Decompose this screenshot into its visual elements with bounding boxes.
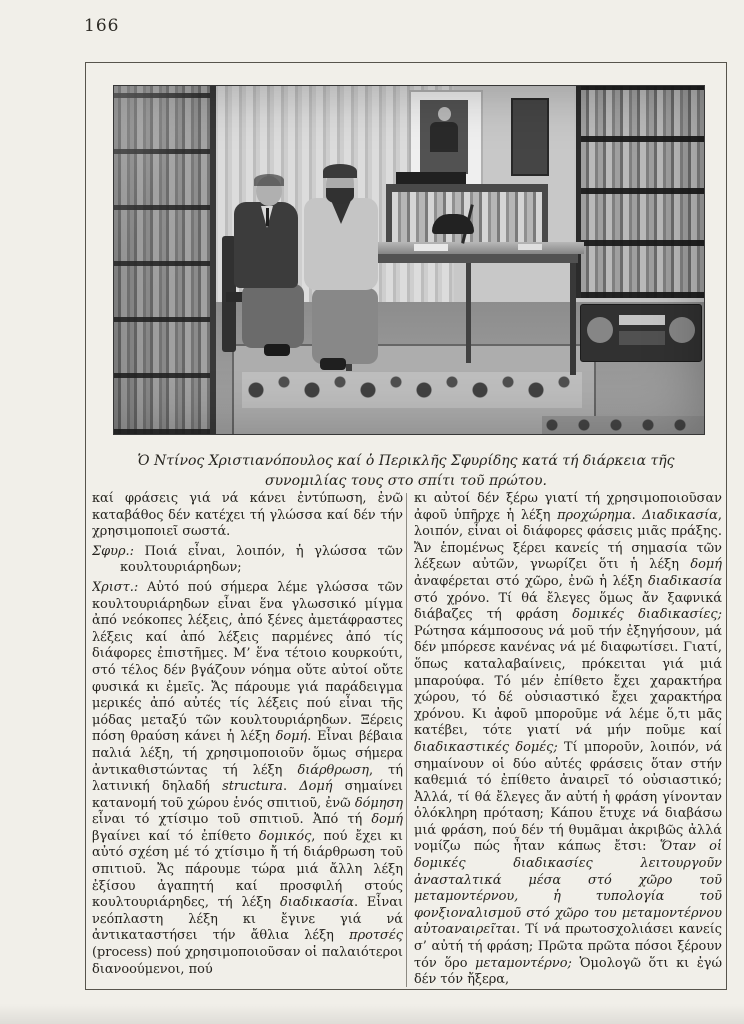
article-text [86,491,726,987]
photo-vignette [114,86,704,434]
paragraph: κι αὐτοί δέν ξέρω γιατί τή χρησιμοποιοῦσαν ἀφοῦ ὑπῆρχε ἡ λέξη προχώρημα. Διαδικασία, λοιπόν, εἶναι οἱ διάφορες φάσεις μιᾶς πράξης. Ἄν ἑπομένως ξέρει κανείς τή σημασία τῶν λέξεων αὐτῶν, γνωρίζει ὅτι ἡ λέξη δομή ἀναφέρεται στό χῶρο, ἐνῶ ἡ λέξη διαδικασία στό χρόνο. Τί θά ἔλεγες ὅμως ἄν ξαφνικά διάβαζες τή φράση δομικές διαδικασίες; Ρώτησα κάμποσους νά μοῦ τήν ἐξηγήσουν, μά δέν μπόρεσε κανένας νά μέ διαφωτίσει. Γιατί, ὅπως καταλαβαίνεις, πρόκειται γιά μιά μπαρούφα. Τό μέν ἐπίθετο ἔχει χαρακτήρα χώρου, τό δέ οὐσιαστικό ἔχει χαρακτήρα χρόνου. Κι ἀφοῦ μποροῦμε νά λέμε ὅ,τι μᾶς κατέβει, τότε γιατί νά μήν ποῦμε καί διαδικαστικές δομές; Τί μποροῦν, λοιπόν, νά σημαίνουν οἱ δύο αὐτές φράσεις ὅταν στήν καθεμιά τό ἐπίθετο ἀναιρεῖ τό οὐσιαστικό; Ἀλλά, τί θά ἔλεγες ἄν αὐτή ἡ φράση γίνονταν ὁλόκληρη πρόταση; Κάπου ἔτυχε νά διαβάσω μιά φράση, πού δέν τή θυμᾶμαι ἀκριβῶς ἀλλά νομίζω πώς ἦταν κάπως ἔτσι: Ὅταν οἱ δομικές διαδικασίες λειτουργοῦν ἀνασταλτικά μέσα στό χῶρο τοῦ μεταμοντέρνου, ἡ τυπολογία τοῦ φονξιοναλισμοῦ στό χῶρο του μεταμοντέρνου αὐτοαναιρεῖται. Τί νά πρωτοσχολιάσει κανείς σ’ αὐτή τή φράση; Πρῶτα πρῶτα πόσοι ξέρουν τόν ὅρο μεταμοντέρνο; Ὁμολογῶ ὅτι κι ἐγώ δέν τόν ἤξερα, [414,491,722,987]
scan-shadow [0,1004,744,1024]
paragraph: Χριστ.: Αὐτό πού σήμερα λέμε γλώσσα τῶν κουλτουριάρηδων εἶναι ἕνα γλωσσικό μίγμα ἀπό νεόκοπες λέξεις, ἀπό ξένες ἀμετάφραστες λέξεις καί ἀπό λέξεις παρμένες ἀπό τίς διάφορες ἐπιστῆμες. Μ’ ἕνα τέτοιο κουρκούτι, στό τέλος δέν βγάζουν νόημα οὔτε αὐτοί οὔτε φυσικά κι ἐμεῖς. Ἄς πάρουμε γιά παράδειγμα μερικές ἀπό αὐτές τίς λέξεις πού εἶναι τῆς μόδας μεταξύ τῶν κουλτουριάρηδων. Ξέρεις πόση θραύση κάνει ἡ λέξη δομή. Εἶναι βέβαια παλιά λέξη, τή χρησιμοποιοῦν ὅμως σήμερα ἀντικαθιστώντας τή λέξη διάρθρωση, τή λατινική δηλαδή structura. Δομή σημαίνει κατανομή τοῦ χώρου ἑνός σπιτιοῦ, ἐνῶ δόμηση εἶναι τό χτίσιμο τοῦ σπιτιοῦ. Ἀπό τή δομή βγαίνει καί τό ἐπίθετο δομικός, πού ἔχει κι αὐτό σχέση μέ τό χτίσιμο ἤ τή διάρθρωση τοῦ σπιτιοῦ. Ἄς πάρουμε τώρα μιά ἄλλη λέξη ἐξίσου ἀγαπητή καί προσφιλή στούς κουλτουριάρηδες, τή λέξη διαδικασία. Εἶναι νεόπλαστη λέξη κι ἔγινε γιά νά ἀντικαταστήσει τήν ἄθλια λέξη προτσές (process) πού χρησιμοποιοῦσαν οἱ παλαιότεροι διανοούμενοι, πού [92,579,403,977]
page-number: 166 [84,16,120,36]
paragraph: καί φράσεις γιά νά κάνει ἐντύπωση, ἐνῶ καταβάθος δέν κατέχει τή γλώσσα καί δέν τήν χρησιμοποιεῖ σωστά. [92,491,403,540]
column-divider-rule [406,493,407,987]
text-column-left [92,491,403,987]
paragraph: Σφυρ.: Ποιά εἶναι, λοιπόν, ἡ γλώσσα τῶν κουλτουριάρηδων; [92,543,403,576]
text-column-right [414,491,722,987]
photo-caption: Ὁ Ντίνος Χριστιανόπουλος καί ὁ Περικλῆς Σφυρίδης κατά τή διάρκεια τῆς συνομιλίας τους στο σπίτι τοῦ πρώτου. [137,453,675,489]
interview-photo [113,85,705,435]
content-frame [85,62,727,990]
